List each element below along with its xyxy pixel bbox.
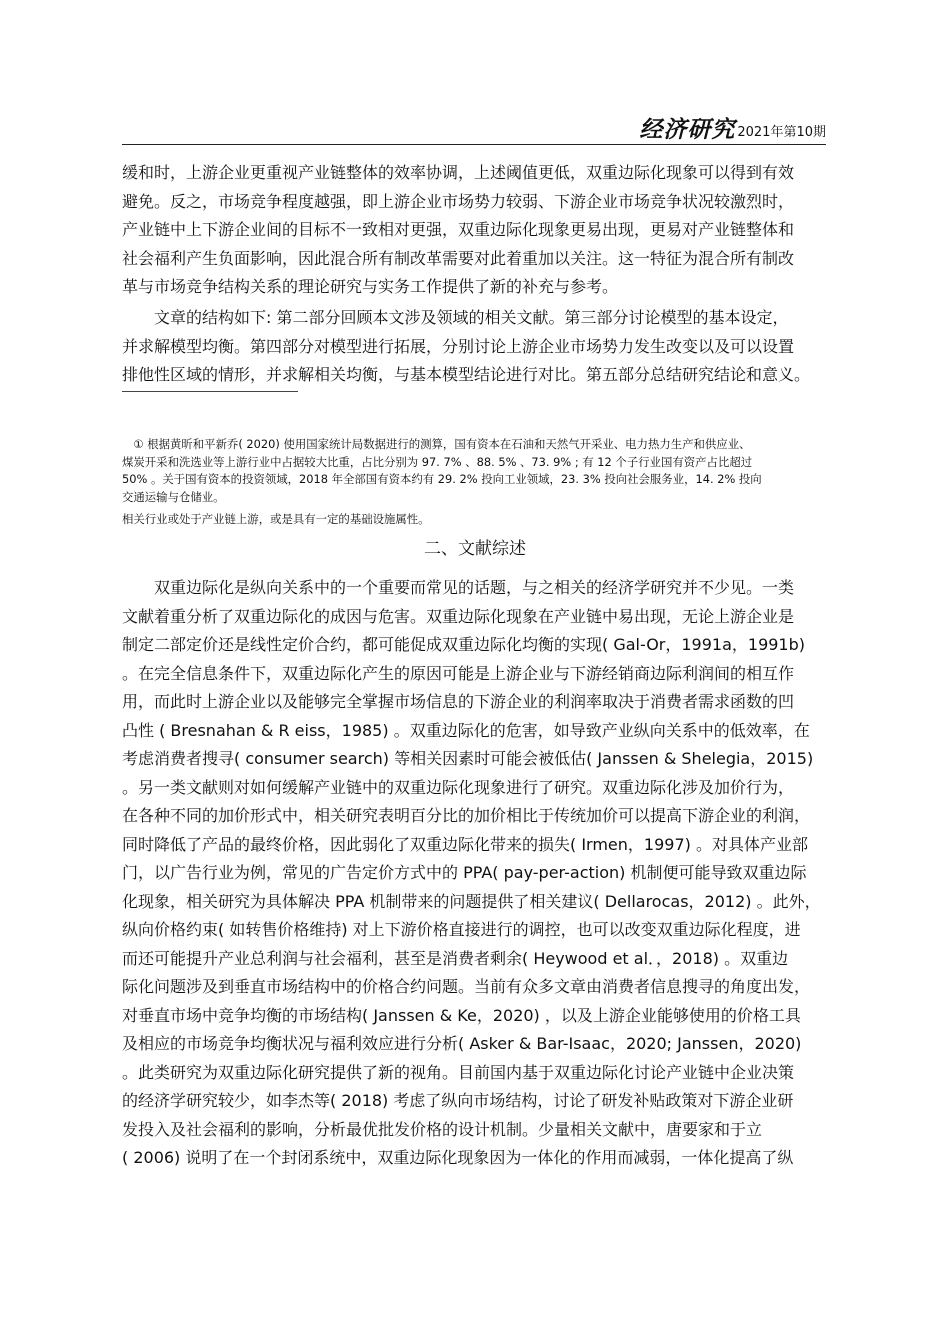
text-line: ( 2006) 说明了在一个封闭系统中，双重边际化现象因为一体化的作用而减弱，一体化提高了纵 [122, 1148, 794, 1167]
text-line: 发投入及社会福利的影响，分析最优批发价格的设计机制。少量相关文献中，唐要家和于立 [122, 1119, 763, 1139]
intro-paragraph-2 [122, 304, 832, 390]
text-line: 社会福利产生负面影响，因此混合所有制改革需要对此着重加以关注。这一特征为混合所有制改 [122, 248, 795, 268]
text-line: 避免。反之，市场竞争程度越强，即上游企业市场势力较弱、下游企业市场竞争状况较激烈时， [122, 191, 795, 211]
text-line: 。在完全信息条件下，双重边际化产生的原因可能是上游企业与下游经销商边际利润间的相互作 [122, 663, 795, 683]
text-line: 双重边际化是纵向关系中的一个重要而常见的话题，与之相关的经济学研究并不少见。一类 [122, 578, 795, 597]
footnote-line: 交通运输与仓储业。 [122, 489, 225, 504]
text-line: 及相应的市场竞争均衡状况与福利效应进行分析( Asker & Bar-Isaac，2020; Janssen，2020) [122, 1034, 802, 1053]
section-title: 二、文献综述 [424, 539, 526, 559]
text-line: 用，而此时上游企业以及能够完全掌握市场信息的下游企业的利润率取决于消费者需求函数的凹 [122, 692, 795, 711]
text-line: 。另一类文献则对如何缓解产业链中的双重边际化现象进行了研究。双重边际化涉及加价行为， [122, 777, 795, 797]
text-line: 制定二部定价还是线性定价合约，都可能促成双重边际化均衡的实现( Gal-Or，1991a，1991b) [122, 635, 806, 654]
text-line: 在各种不同的加价形式中，相关研究表明百分比的加价相比于传统加价可以提高下游企业的利润， [122, 806, 811, 825]
journal-masthead [639, 116, 826, 144]
text-line: 。此类研究为双重边际化研究提供了新的视角。目前国内基于双重边际化讨论产业链中企业决策 [122, 1062, 795, 1082]
footnote [122, 436, 838, 506]
text-line: 化现象，相关研究为具体解决 PPA 机制带来的问题提供了相关建议( Dellarocas，2012) 。此外， [122, 891, 821, 911]
footnote-line: 煤炭开采和洗选业等上游行业中占据较大比重，占比分别为 97. 7% 、88. 5% 、73. 9% ; 有 12 个子行业国有资产占比超过 [122, 454, 753, 469]
text-line: 际化问题涉及到垂直市场结构中的价格合约问题。当前有众多文章由消费者信息搜寻的角度出发， [122, 977, 811, 996]
footnote-divider [122, 391, 298, 392]
text-line: 并求解模型均衡。第四部分对模型进行拓展，分别讨论上游企业市场势力发生改变以及可以设置 [122, 336, 795, 356]
text-line: 的经济学研究较少，如李杰等( 2018) 考虑了纵向市场结构，讨论了研发补贴政策对下游企业研 [122, 1091, 794, 1110]
text-line: 考虑消费者搜寻( consumer search) 等相关因素时可能会被低估( Janssen & Shelegia，2015) [122, 749, 814, 768]
text-line: 缓和时，上游企业更重视产业链整体的效率协调，上述阈值更低，双重边际化现象可以得到有效 [122, 163, 795, 182]
text-line: 产业链中上下游企业间的目标不一致相对更强，双重边际化现象更易出现，更易对产业链整体和 [122, 220, 795, 239]
text-line: 文章的结构如下: 第二部分回顾本文涉及领域的相关文献。第三部分讨论模型的基本设定， [122, 308, 789, 327]
literature-review-paragraph [122, 574, 832, 1173]
text-line: 革与市场竞争结构关系的理论研究与实务工作提供了新的补充与参考。 [122, 277, 619, 296]
footnote-continuation: 相关行业或处于产业链上游，或是具有一定的基础设施属性。 [122, 512, 430, 526]
text-line: 文献着重分析了双重边际化的成因与危害。双重边际化现象在产业链中易出现，无论上游企业是 [122, 606, 795, 626]
footnote-line: ① 根据黄昕和平新乔( 2020) 使用国家统计局数据进行的测算，国有资本在石油和天然气开采业、电力热力生产和供应业、 [122, 437, 751, 451]
footnote-line: 50% 。关于国有资本的投资领域，2018 年全部国有资本约有 29. 2% 投向工业领域，23. 3% 投向社会服务业，14. 2% 投向 [122, 472, 762, 486]
text-line: 纵向价格约束( 如转售价格维持) 对上下游价格直接进行的调控，也可以改变双重边际化程度，进 [122, 920, 801, 939]
text-line: 排他性区域的情形，并求解相关均衡，与基本模型结论进行对比。第五部分总结研究结论和意义。 [122, 365, 811, 384]
text-line: 凸性 ( Bresnahan & R eiss，1985) 。双重边际化的危害，如导致产业纵向关系中的低效率，在 [122, 720, 810, 740]
text-line: 门，以广告行业为例，常见的广告定价方式中的 PPA( pay-per-action) 机制便可能导致双重边际 [122, 863, 807, 882]
text-line: 而还可能提升产业总利润与社会福利，甚至是消费者剩余( Heywood et al．，2018) 。双重边 [122, 948, 789, 968]
journal-name: 经济研究 [639, 116, 736, 143]
intro-paragraph-1 [122, 159, 832, 302]
text-line: 对垂直市场中竞争均衡的市场结构( Janssen & Ke，2020) ，以及上游企业能够使用的价格工具 [122, 1005, 801, 1025]
running-header [122, 116, 826, 145]
text-line: 同时降低了产品的最终价格，因此弱化了双重边际化带来的损失( Irmen，1997) 。对具体产业部 [122, 834, 808, 854]
issue-label: 2021年第10期 [737, 125, 826, 140]
